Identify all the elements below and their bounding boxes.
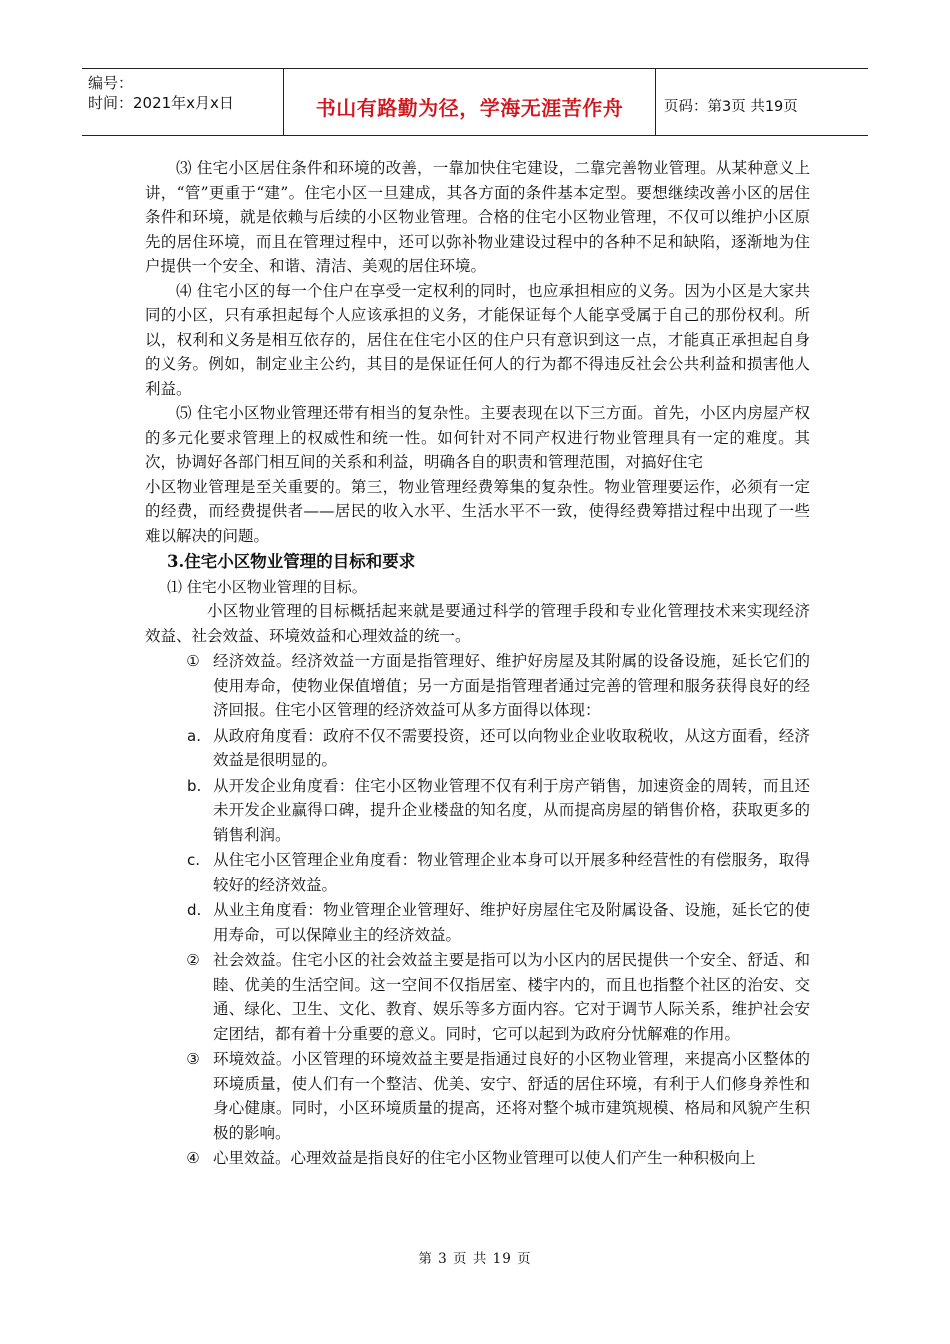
list-item-text: 经济效益。经济效益一方面是指管理好、维护好房屋及其附属的设备设施，延长它们的使用寿命，使物业保值增值；另一方面是指管理者通过完善的管理和服务获得良好的经济回报。住宅小区管理的经济效益可从多方面得以体现：	[213, 652, 810, 719]
header-motto: 书山有路勤为径，学海无涯苦作舟	[284, 69, 656, 135]
list-marker: ②	[186, 951, 200, 969]
list-marker: b.	[187, 776, 202, 795]
list-item-text: 从住宅小区管理企业角度看：物业管理企业本身可以开展多种经营性的有偿服务，取得较好的经济效益。	[213, 851, 810, 894]
list-marker: a.	[187, 726, 201, 745]
document-number-label: 编号：	[88, 74, 134, 92]
page-footer: 第 3 页 共 19 页	[418, 1251, 532, 1267]
paragraph-5-continued: 小区物业管理是至关重要的。第三，物业管理经费筹集的复杂性。物业管理要运作，必须有一定的经费，而经费提供者——居民的收入水平、生活水平不一致，使得经费筹措过程中出现了一些难以解决的问题。	[145, 477, 810, 545]
document-date: 时间：2021年x月x日	[88, 94, 234, 112]
list-item-social	[145, 948, 810, 1046]
list-item-text: 从开发企业角度看：住宅小区物业管理不仅有利于房产销售，加速资金的周转，而且还未开发企业赢得口碑，提升企业楼盘的知名度，从而提高房屋的销售价格，获取更多的销售利润。	[213, 776, 810, 844]
list-marker: ①	[186, 652, 200, 670]
document-body	[145, 156, 810, 1171]
list-item-psychological	[145, 1146, 810, 1171]
section-sub-heading: ⑴ 住宅小区物业管理的目标。	[167, 578, 367, 596]
list-item-text: 环境效益。小区管理的环境效益主要是指通过良好的小区物业管理，来提高小区整体的环境质量，使人们有一个整洁、优美、安宁、舒适的居住环境，有利于人们修身养性和身心健康。同时，小区环境质量的提高，还将对整个城市建筑规模、格局和风貌产生积极的影响。	[213, 1050, 810, 1142]
page-header	[82, 68, 868, 136]
header-page-info: 页码：第3页 共19页	[664, 98, 798, 115]
list-marker: c.	[187, 851, 201, 869]
section-intro: 小区物业管理的目标概括起来就是要通过科学的管理手段和专业化管理技术来实现经济效益、社会效益、环境效益和心理效益的统一。	[145, 602, 810, 645]
list-item-owner	[145, 898, 810, 947]
paragraph-3: ⑶ 住宅小区居住条件和环境的改善，一靠加快住宅建设，二靠完善物业管理。从某种意义上讲，“管”更重于“建”。住宅小区一旦建成，其各方面的条件基本定型。要想继续改善小区的居住条件和环境，就是依赖与后续的小区物业管理。合格的住宅小区物业管理，不仅可以维护小区原先的居住环境，而且在管理过程中，还可以弥补物业建设过程中的各种不足和缺陷，逐渐地为住户提供一个安全、和谐、清洁、美观的居住环境。	[145, 159, 810, 275]
list-marker: ④	[186, 1149, 200, 1167]
list-item-government	[145, 724, 810, 773]
paragraph-5: ⑸ 住宅小区物业管理还带有相当的复杂性。主要表现在以下三方面。首先，小区内房屋产权的多元化要求管理上的权威性和统一性。如何针对不同产权进行物业管理具有一定的难度。其次，协调好各部门相互间的关系和利益，明确各自的职责和管理范围，对搞好住宅	[145, 404, 810, 471]
list-item-text: 从政府角度看：政府不仅不需要投资，还可以向物业企业收取税收，从这方面看，经济效益是很明显的。	[213, 726, 810, 769]
list-item-text: 社会效益。住宅小区的社会效益主要是指可以为小区内的居民提供一个安全、舒适、和睦、优美的生活空间。这一空间不仅指居室、楼宇内的，而且也指整个社区的治安、交通、绿化、卫生、文化、教育、娱乐等多方面内容。它对于调节人际关系，维护社会安定团结，都有着十分重要的意义。同时，它可以起到为政府分忧解难的作用。	[213, 951, 810, 1043]
list-item-management-company	[145, 848, 810, 897]
list-item-text: 心里效益。心理效益是指良好的住宅小区物业管理可以使人们产生一种积极向上	[213, 1149, 756, 1167]
section-heading: 3.住宅小区物业管理的目标和要求	[167, 552, 416, 571]
paragraph-4: ⑷ 住宅小区的每一个住户在享受一定权利的同时，也应承担相应的义务。因为小区是大家共同的小区，只有承担起每个人应该承担的义务，才能保证每个人能享受属于自己的那份权利。所以，权利和义务是相互依存的，居住在住宅小区的住户只有意识到这一点，才能真正承担起自身的义务。例如，制定业主公约，其目的是保证任何人的行为都不得违反社会公共利益和损害他人利益。	[145, 281, 810, 398]
list-item-text: 从业主角度看：物业管理企业管理好、维护好房屋住宅及附属设备、设施，延长它的使用寿命，可以保障业主的经济效益。	[213, 901, 810, 944]
list-marker: d.	[187, 901, 202, 919]
list-item-developer	[145, 774, 810, 848]
list-item-economic	[145, 649, 810, 723]
header-meta	[82, 69, 284, 135]
list-marker: ③	[186, 1050, 200, 1068]
list-item-environmental	[145, 1047, 810, 1145]
